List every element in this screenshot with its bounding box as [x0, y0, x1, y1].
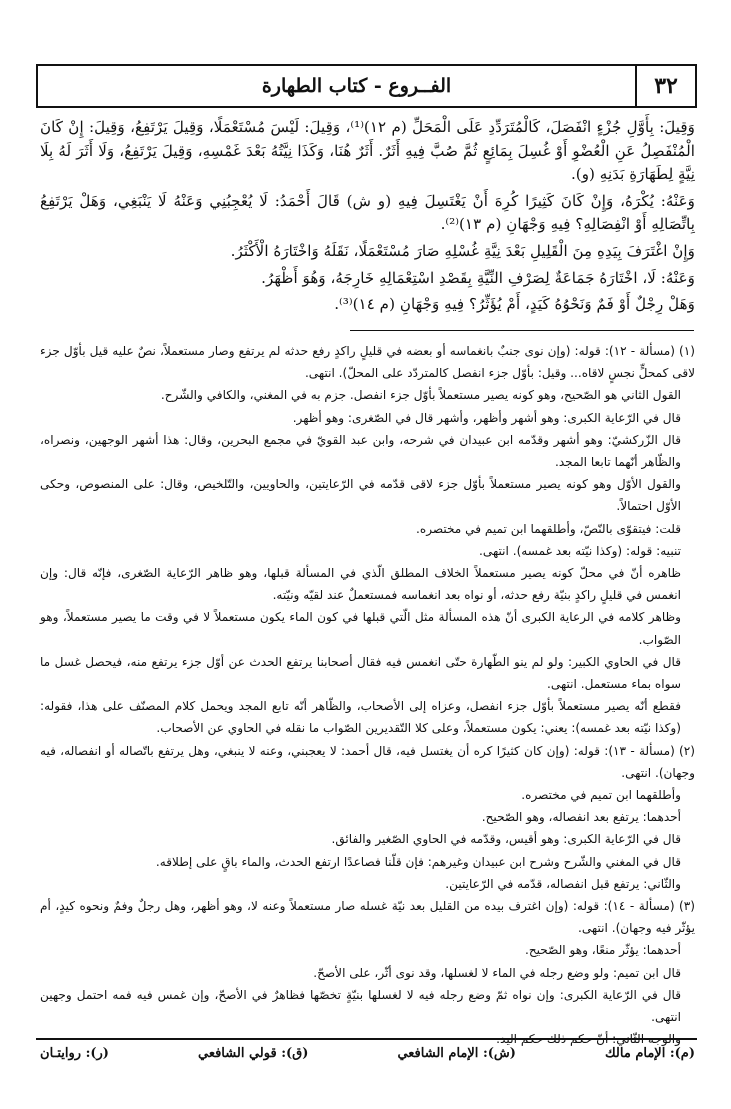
- legend-shafii: (ش): الإمام الشافعي: [397, 1046, 516, 1061]
- footnote-paragraph: قال في الرّعاية الكبرى: وإن نواه ثمّ وضع رجله فيه لا لغسلها بنيّةٍ تخصّها فظاهرٌ في الأصحّ، وإن غمس فيه فمه احتمل وجهين انتهى.: [40, 987, 681, 1025]
- legend-malik: (م): الإمام مالك: [604, 1046, 695, 1061]
- footnote-paragraph: والوجه الثّاني: أنّ حكم ذلك حكم اليد.: [496, 1032, 681, 1047]
- footnote-paragraph: والثّاني: يرتفع قبل انفصاله، قدّمه في الرّعايتين.: [445, 876, 681, 891]
- page-header: [36, 64, 697, 108]
- footnote-paragraph: قال في الحاوي الكبير: ولو لم ينو الطّهارة حتّى انغمس فيه فقال أصحابنا يرتفع الحدث عن أوّل جزء يرتفع منه، فيحصل غسل ما سواه بماء مستعمل. انتهى.: [40, 654, 681, 692]
- main-paragraph: وَهَلْ رِجْلٌ أَوْ فَمٌ وَنَحْوُهُ كَيَدٍ، أَمْ يُؤَثِّرُ؟ فِيهِ وَجْهَانِ (م ١٤)⁽³⁾.: [334, 295, 695, 314]
- footnote-paragraph: تنبيه: قوله: (وكذا نيّته بعد غمسه). انتهى.: [479, 543, 681, 558]
- main-paragraph: وَإِنْ اغْتَرَفَ بِيَدِهِ مِنَ الْقَلِيلِ بَعْدَ نِيَّةِ غُسْلِهِ صَارَ مُسْتَعْمَلًا، نَقَلَهُ وَاخْتَارَهُ الْأَكْثَرُ.: [230, 241, 695, 260]
- page-number: ٣٢: [635, 66, 695, 106]
- main-paragraph: وَعَنْهُ: لَا، اخْتَارَهُ جَمَاعَةٌ لِصَرْفِ النِّيَّةِ بِقَصْدِ اسْتِعْمَالِهِ خَارِجَهُ، وَهُوَ أَظْهَرُ.: [261, 268, 695, 287]
- footnote-paragraph: قلت: فيتقوّى بالنّصّ، وأطلقهما ابن تميم في مختصره.: [416, 521, 681, 536]
- footnote-paragraph: وظاهر كلامه في الرعاية الكبرى أنّ هذه المسألة مثل الّتي قبلها في كون الماء يكون مستعملاً لا في وقت ما يصير مستعملاً، وهو الصّواب.: [40, 610, 681, 647]
- footer-rule: [36, 1038, 697, 1040]
- footnote-paragraph: قال ابن تميم: ولو وضع رجله في الماء لا لغسلها، وقد نوى أثّر، على الأصحّ.: [313, 965, 681, 980]
- footnote-paragraph: قال الزّركشيّ: وهو أشهر وقدّمه ابن عبيدان في شرحه، وابن عبد القويّ في مجمع البحرين، وقال: هذا أشهر الوجهين، ونصراه، والظّاهر أنّهما تابعا المجد.: [40, 432, 681, 470]
- footnote-paragraph: أحدهما: يرتفع بعد انفصاله، وهو الصّحيح.: [481, 810, 681, 825]
- footnote-paragraph: والقول الأوّل وهو كونه يصير مستعملاً بأوّل جزء لاقى قدّمه في الرّعايتين، والحاويين، والتّلخيص، وقال: على المنصوص، وحكى الأوّل احتمالاً.: [40, 477, 681, 514]
- footnote-paragraph: قال في الرّعاية الكبرى: وهو أقيس، وقدّمه في الحاوي الصّغير والفائق.: [331, 832, 681, 847]
- footnote-paragraph: قال في الرّعاية الكبرى: وهو أشهر وأظهر، وأشهر قال في الصّغرى: وهو أظهر.: [292, 410, 681, 425]
- main-paragraph: وَقِيلَ: بِأَوَّلِ جُزْءٍ انْفَصَلَ، كَالْمُتَرَدِّدِ عَلَى الْمَحَلِّ (م ١٢)⁽¹⁾، وَقِيلَ: لَيْسَ مُسْتَعْمَلًا، وَقِيلَ يَرْتَفِعُ، وَقِيلَ: إِنْ كَانَ الْمُنْفَصِلُ عَنِ الْعُضْوِ أَوْ غُسِلَ بِمَائِعٍ ثُمَّ صُبَّ فِيهِ أَثَرٌ. أَثَرٌ هُنَا، وَكَذَا نِيَّتُهُ بَعْدَ غَمْسِهِ، وَقِيلَ يَرْتَفِعُ، وَلَا أَثَرَ لَهُ بِلَا نِيَّةٍ لِطَهَارَةِ بَدَنِهِ (و).: [40, 118, 695, 184]
- footnote-paragraph: (٣) (مسألة - ١٤): قوله: (وإن اغترف بيده من القليل بعد نيّة غسله صار مستعملاً وعنه لا، وهو أظهر، وهل رجلٌ وفمٌ ونحوه كيدٍ، أم يؤثّر فيه وجهان). انتهى.: [40, 899, 695, 936]
- footnote-paragraph: (٢) (مسألة - ١٣): قوله: (وإن كان كثيرًا كره أن يغتسل فيه، قال أحمد: لا يعجبني، وعنه لا ينبغي، وهل يرتفع باتّصاله أو انفصاله، فيه وجهان). انتهى.: [40, 743, 695, 780]
- footnote-paragraph: (١) (مسألة - ١٢): قوله: (وإن نوى جنبٌ بانغماسه أو بعضه في قليلٍ راكدٍ رفع حدثه لم يرتفع وصار مستعملاً، نصٌ عليه قيل بأوّل جزء لاقى كمحلٍّ نجسٍ لاقاه... وقيل: بأوّل جزء انفصل كالمتردّد على المحلّ). انتهى.: [40, 344, 695, 381]
- page-title: الفــروع - كتاب الطهارة: [261, 75, 452, 97]
- main-text: [40, 116, 695, 320]
- footnote-paragraph: ظاهره أنّ في محلّ كونه يصير مستعملاً الخلاف المطلق الّذي في المسألة قبلها، وهو ظاهر الرّعاية الصّغرى، فإنّه قال: وإن انغمس في قليلٍ راكدٍ بنيّة رفع حدثه، أو نواه بعد انغماسه فمستعملٌ عند لقيّه ونيّته.: [40, 566, 681, 603]
- main-paragraph: وَعَنْهُ: يُكْرَهُ، وَإِنْ كَانَ كَثِيرًا كُرِهَ أَنْ يَغْتَسِلَ فِيهِ (و ش) قَالَ أَحْمَدُ: لَا يُعْجِبُنِي وَعَنْهُ لَا يَنْبَغِي، وَهَلْ يَرْتَفِعُ بِاتِّصَالِهِ أَوْ انْفِصَالِهِ؟ فِيهِ وَجْهَانِ (م ١٣)⁽²⁾.: [40, 191, 695, 234]
- abbreviation-legend: [40, 1046, 695, 1061]
- footnote-paragraph: وأطلقهما ابن تميم في مختصره.: [521, 788, 681, 803]
- footnote-separator: [350, 330, 694, 331]
- footnote-paragraph: أحدهما: يؤثّر منعًا، وهو الصّحيح.: [525, 943, 681, 958]
- footnote-paragraph: القول الثاني هو الصّحيح، وهو كونه يصير مستعملاً بأوّل جزء انفصل. جزم به في المغني، والكافي والشّرح.: [160, 388, 681, 403]
- footnote-paragraph: قال في المغني والشّرح وشرح ابن عبيدان وغيرهم: فإن قلّنا فصاعدًا ارتفع الحدث، والماء باقٍ على إطلاقه.: [155, 854, 681, 869]
- footnote-paragraph: فقطع أنّه يصير مستعملاً بأوّل جزء انفصل، وعزاه إلى الأصحاب، والظّاهر أنّه تابع المجد ويحمل كلام المصنّف على هذا، فقوله: (وكذا نيّته بعد غمسه): يعني: يكون مستعملاً، وعلى كلا التّقديرين الصّواب ما نقله في الحاوي عن الأصحاب.: [40, 699, 681, 736]
- legend-two-narrations: (ر): روايتـان: [40, 1046, 109, 1061]
- footnotes: [40, 340, 695, 1051]
- legend-shafii-two-opinions: (ق): قولي الشافعي: [197, 1046, 309, 1061]
